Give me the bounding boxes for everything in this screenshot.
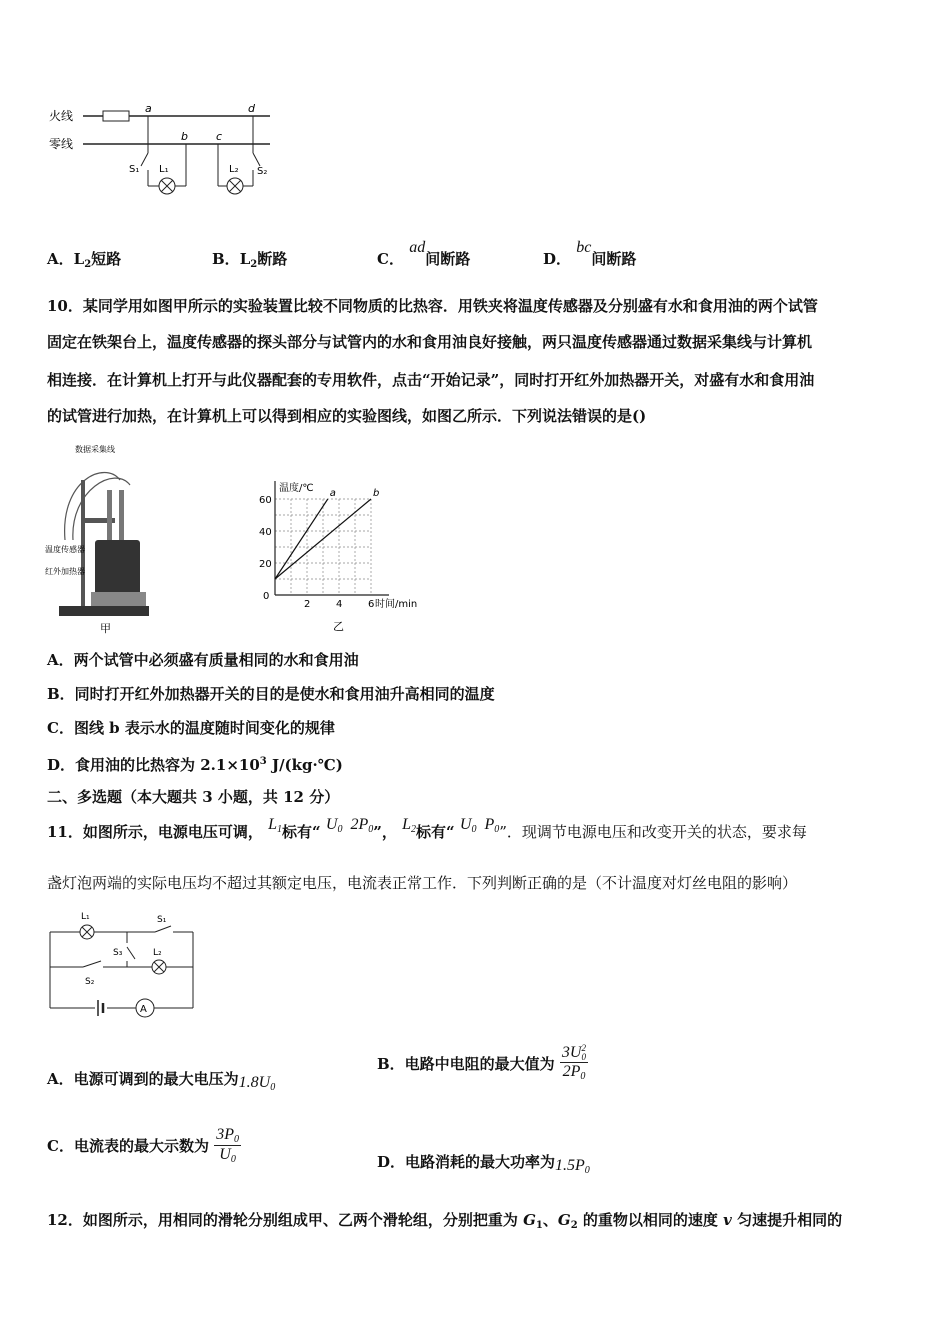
q11-b-num-sup: 2 <box>581 1043 586 1054</box>
q11-rating-2 <box>460 816 499 833</box>
point-a-label: a <box>145 102 152 115</box>
q11-option-c-denominator <box>214 1146 241 1165</box>
q11-option-b-denominator <box>560 1063 588 1082</box>
q11-option-b-fraction <box>560 1044 588 1082</box>
q12-v: v <box>723 1211 732 1229</box>
live-wire-label: 火线 <box>49 109 74 123</box>
q11-c-den-text: U <box>219 1146 231 1163</box>
q11-u0b: U <box>459 816 472 833</box>
option-c-label: C． <box>377 250 404 268</box>
q11-option-a-math <box>239 1074 276 1091</box>
fig-a-caption: 甲 <box>100 622 111 635</box>
y-tick-label: 20 <box>259 559 272 570</box>
q11-option-d-sub: 0 <box>584 1165 590 1176</box>
x-tick-label: 6 <box>368 599 375 610</box>
q11-option-a <box>47 1068 276 1093</box>
q11-option-d-math <box>555 1157 590 1174</box>
data-cable-label: 数据采集线 <box>75 445 115 454</box>
q11-option-b-numerator <box>560 1044 588 1063</box>
q11-line-2: 盏灯泡两端的实际电压均不超过其额定电压，电流表正常工作．下列判断正确的是（不计温度对灯丝电阻的影响） <box>47 874 798 892</box>
q12-post: 匀速提升相同的 <box>731 1211 843 1229</box>
q11-c-den-sub: 0 <box>230 1154 236 1165</box>
fig-b-caption: 乙 <box>333 620 344 633</box>
q12-pre: 12．如图所示，用相同的滑轮分别组成甲、乙两个滑轮组，分别把重为 <box>47 1211 524 1229</box>
q12-line-1 <box>47 1210 907 1236</box>
q12-g1-sub: 1 <box>535 1220 543 1231</box>
option-d-math: bc <box>576 239 592 256</box>
option-d-label: D． <box>543 250 572 268</box>
q11-fig-ammeter: A <box>140 1004 147 1015</box>
q11-option-a-value: 1.8U <box>238 1074 271 1091</box>
origin-label: 0 <box>263 591 270 602</box>
y-axis-label: 温度/℃ <box>279 483 314 494</box>
q10-option-d-sup: 3 <box>259 756 267 767</box>
q11-option-a-sub: 0 <box>270 1082 276 1093</box>
switch-s2-label: S₂ <box>257 166 268 177</box>
option-a-tail: 短路 <box>91 250 122 268</box>
q11-option-c <box>47 1126 241 1165</box>
option-c-math: ad <box>409 239 426 256</box>
point-c-label: c <box>216 130 223 143</box>
q11-pre: 11．如图所示，电源电压可调， <box>47 823 263 841</box>
q12-mid: 的重物以相同的速度 <box>577 1211 724 1229</box>
q11-option-b-text: B．电路中电阻的最大值为 <box>377 1054 555 1073</box>
chart-grid <box>275 499 371 595</box>
heater-label <box>45 566 85 576</box>
q11-c-num-text: 3P <box>216 1126 234 1143</box>
q11-l1-sub: 1 <box>277 824 283 835</box>
q9-option-d <box>543 239 637 269</box>
option-d-tail: 间断路 <box>591 250 637 268</box>
q11-option-d-value: 1.5P <box>555 1157 585 1174</box>
point-b-label: b <box>181 130 188 143</box>
q10-temperature-chart <box>255 470 445 635</box>
option-b-tail: 断路 <box>257 250 288 268</box>
q11-fig-s1: S₁ <box>157 915 167 925</box>
q10-option-d-post: J/(kg·℃) <box>266 756 343 774</box>
q11-p2: P <box>484 816 495 833</box>
q10-line-4: 的试管进行加热，在计算机上可以得到相应的实验图线，如图乙所示．下列说法错误的是() <box>47 407 647 425</box>
point-d-label: d <box>248 102 255 115</box>
option-a-text: L <box>73 250 85 268</box>
q11-option-c-fraction <box>214 1126 241 1165</box>
q11-b-den-text: 2P <box>562 1063 581 1081</box>
q11-mark1: 标有“ <box>282 823 321 841</box>
q11-fig-s2: S₂ <box>85 977 95 987</box>
q11-u0: U <box>325 816 338 833</box>
option-b-sub: 2 <box>250 259 258 270</box>
q10-line-3: 相连接．在计算机上打开与此仪器配套的专用软件，点击“开始记录”，同时打开红外加热器开关，对盛有水和食用油 <box>47 371 815 389</box>
q10-line-2: 固定在铁架台上，温度传感器的探头部分与试管内的水和食用油良好接触，两只温度传感器通过数据采集线与计算机 <box>47 333 813 351</box>
lamp-l2-label: L₂ <box>229 164 239 175</box>
q11-u0b-sub: 0 <box>471 824 477 835</box>
q10-option-b: B．同时打开红外加热器开关的目的是使水和食用油升高相同的温度 <box>47 685 495 703</box>
chart-ticks <box>259 495 374 610</box>
option-b-label: B． <box>212 250 240 268</box>
q11-option-c-numerator <box>214 1126 241 1146</box>
y-tick-label: 60 <box>259 495 272 506</box>
q11-c-num-sub: 0 <box>233 1134 239 1145</box>
section-2-heading: 二、多选题（本大题共 3 小题，共 12 分） <box>47 788 340 806</box>
switch-s1-label: S₁ <box>129 164 140 175</box>
lamp-l1-label: L₁ <box>159 164 169 175</box>
option-a-sub: 2 <box>84 259 92 270</box>
q9-circuit-figure <box>45 98 285 208</box>
q11-option-b <box>377 1044 588 1082</box>
q11-fig-l1: L₁ <box>81 912 90 922</box>
q11-p1-sub: 0 <box>368 824 374 835</box>
q10-option-c: C．图线 b 表示水的温度随时间变化的规律 <box>47 719 335 737</box>
q9-option-b <box>212 248 287 270</box>
x-tick-label: 4 <box>336 599 343 610</box>
q11-b-den-sub: 0 <box>580 1071 586 1083</box>
q11-l2-text: L <box>402 816 412 833</box>
q11-l1-text: L <box>268 816 278 833</box>
x-axis-label: 时间/min <box>375 599 418 610</box>
q11-fig-s3: S₃ <box>113 948 123 958</box>
q11-b-num-text: 3U <box>561 1044 582 1061</box>
heater-label-text: 红外加热器 <box>45 567 85 576</box>
series-line-a <box>275 499 328 579</box>
q10-option-d-pre: D．食用油的比热容为 2.1×10 <box>47 756 260 774</box>
q11-option-d <box>377 1151 590 1176</box>
q11-u0-sub: 0 <box>337 824 343 835</box>
q11-option-a-text: A．电源可调到的最大电压为 <box>47 1070 239 1088</box>
q11-option-d-text: D．电路消耗的最大功率为 <box>377 1153 556 1171</box>
q11-rating-1 <box>326 816 373 833</box>
q9-option-a <box>47 248 121 270</box>
q10-line-1: 10．某同学用如图甲所示的实验装置比较不同物质的比热容．用铁夹将温度传感器及分别盛有水和食用油的两个试管 <box>47 297 818 315</box>
q9-option-c <box>377 239 471 269</box>
temp-sensor-label <box>45 544 85 554</box>
q11-line-1 <box>47 816 907 848</box>
q11-l2-sub: 2 <box>411 824 417 835</box>
temp-sensor-label-text: 温度传感器 <box>45 545 85 554</box>
q12-sep: 、 <box>542 1211 558 1229</box>
x-tick-label: 2 <box>304 599 311 610</box>
q11-post: ”．现调节电源电压和改变开关的状态，要求每 <box>499 823 807 841</box>
q12-g2: G <box>557 1211 571 1229</box>
q12-g1: G <box>523 1211 536 1229</box>
q11-circuit-figure <box>45 905 205 1020</box>
series-label-a: a <box>329 488 336 499</box>
neutral-wire-label: 零线 <box>49 137 74 151</box>
q11-p2-sub: 0 <box>494 824 500 835</box>
series-label-b: b <box>373 488 380 499</box>
option-a-label: A． <box>47 250 74 268</box>
q11-p1: 2P <box>350 816 369 833</box>
q11-option-c-text: C．电流表的最大示数为 <box>47 1137 209 1155</box>
q10-apparatus-figure <box>45 440 165 635</box>
q10-option-d <box>47 752 907 775</box>
q11-l2 <box>402 816 416 833</box>
q11-b-num-sub: 0 <box>581 1052 586 1063</box>
option-b-text: L <box>239 250 251 268</box>
q12-g2-sub: 2 <box>570 1220 578 1231</box>
q11-fig-l2: L₂ <box>153 948 162 958</box>
q10-option-a: A．两个试管中必须盛有质量相同的水和食用油 <box>47 651 359 669</box>
y-tick-label: 40 <box>259 527 272 538</box>
q11-mark2: 标有“ <box>416 823 455 841</box>
q11-mid: ”， <box>373 823 397 841</box>
option-c-tail: 间断路 <box>425 250 471 268</box>
q11-l1 <box>268 816 282 833</box>
chart-series <box>275 488 379 579</box>
